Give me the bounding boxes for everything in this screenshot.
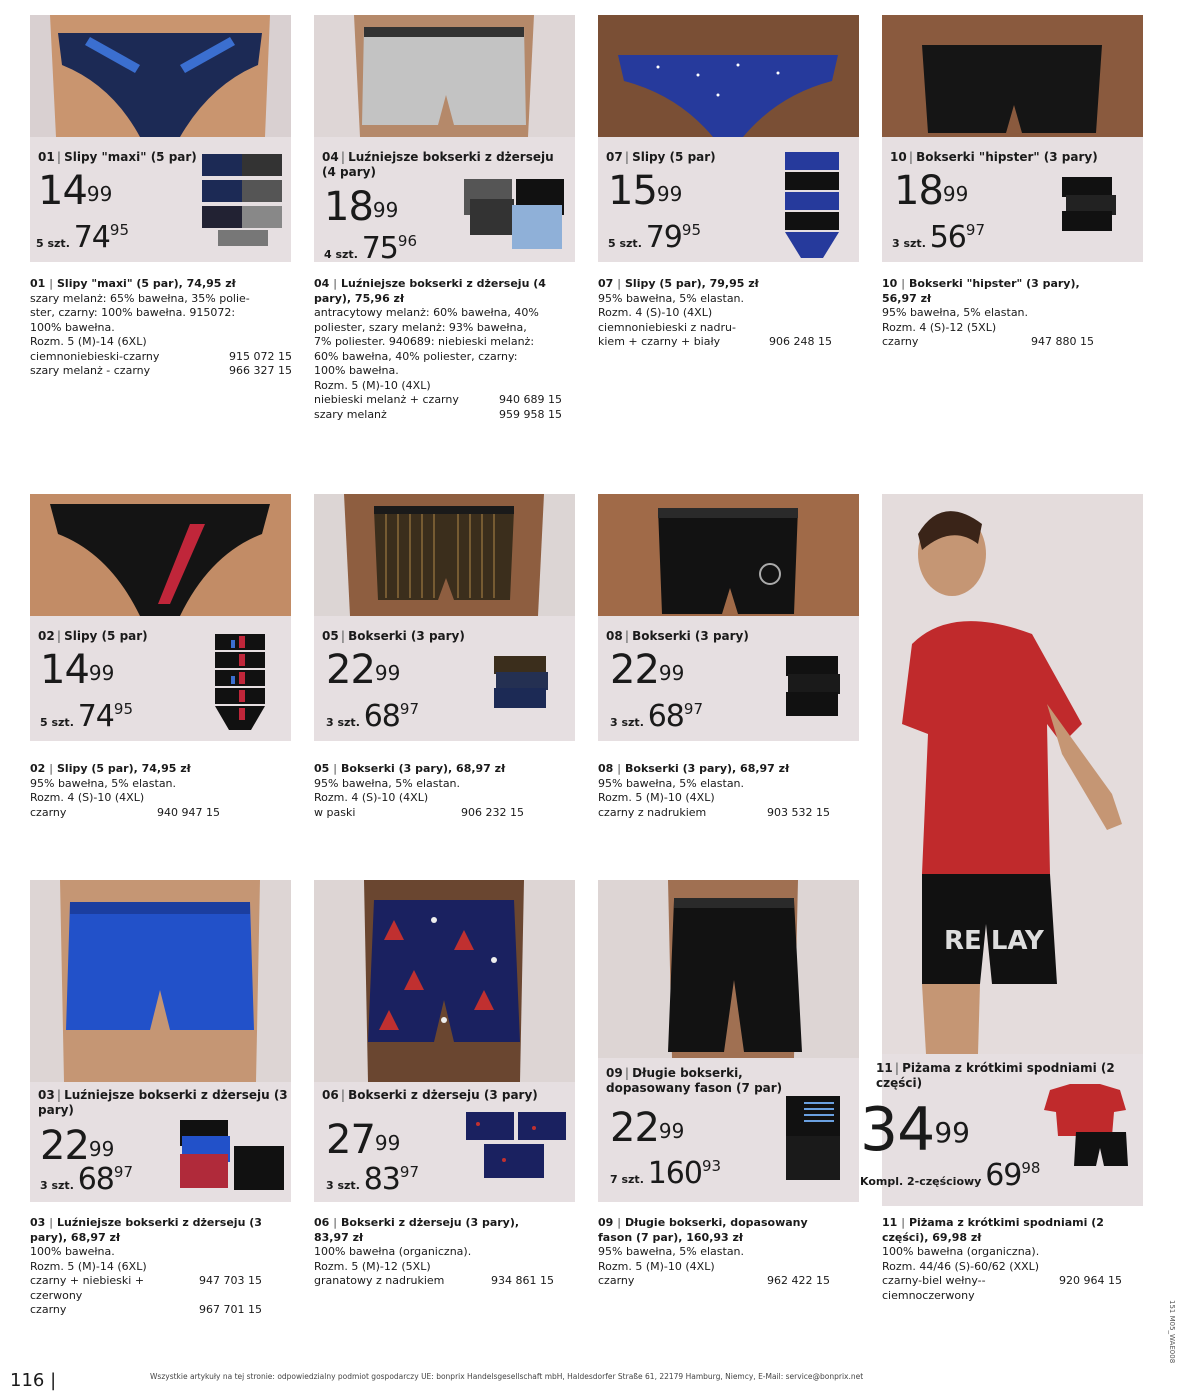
pack-thumbnail xyxy=(492,654,552,714)
product-title: 08 | Bokserki (3 pary) xyxy=(606,629,749,643)
pack-price: 3 szt. $83^{97}$ xyxy=(326,1162,419,1197)
product-photo xyxy=(314,15,575,137)
product-card-03[interactable] xyxy=(30,880,291,1202)
product-description: 07 | Slipy (5 par), 79,95 zł 95% bawełna, 5% elastan. Rozm. 4 (S)-10 (4XL) ciemnoniebieski z nadru- kiem + czarny + biały 906 248 15 xyxy=(598,277,832,348)
svg-text:RE LAY: RE LAY xyxy=(944,926,1044,956)
product-photo xyxy=(598,880,859,1058)
product-title: 09 | Długie bokserki, dopasowany fason (7 par) xyxy=(606,1066,783,1095)
product-description: 01 | Slipy "maxi" (5 par), 74,95 zł szary melanż: 65% bawełna, 35% polie- ster, czarny: 100% bawełna. 915072: 100% bawełna. Rozm. 5 (M)-14 (6XL) ciemnoniebieski-czarny 915 072 15 szary melanż - czarny 966 327 15 xyxy=(30,277,292,377)
product-card-05[interactable] xyxy=(314,494,575,741)
pack-thumbnail xyxy=(784,1094,844,1184)
unit-price: $22^{99}$ xyxy=(610,647,685,693)
unit-price: $22^{99}$ xyxy=(326,647,401,693)
product-card-07[interactable] xyxy=(598,15,859,262)
unit-price: $14^{99}$ xyxy=(38,168,113,214)
unit-price: $18^{99}$ xyxy=(894,168,969,214)
product-title: 01 | Slipy "maxi" (5 par) xyxy=(38,150,197,164)
product-title: 10 | Bokserki "hipster" (3 pary) xyxy=(890,150,1098,164)
product-photo xyxy=(30,494,291,616)
product-description: 04 | Luźniejsze bokserki z dżerseju (4 pary), 75,96 zł antracytowy melanż: 60% bawełna, 40% poliester, szary melanż: 93% bawełna, 7% poliester. 940689: niebieski melanż: 60% bawełna, 40% poliester, czarny: 100% bawełna. Rozm. 5 (M)-10 (4XL) niebieski melanż + czarny 940 689 15 szary melanż 959 958 15 xyxy=(314,277,562,421)
product-photo xyxy=(30,880,291,1082)
catalog-code: 151 M05_WAE008 xyxy=(1168,1300,1176,1364)
product-card-11[interactable] xyxy=(860,494,1143,1206)
pack-price: 3 szt. $68^{97}$ xyxy=(610,699,703,734)
product-title: 04 | Luźniejsze bokserki z dżerseju (4 pary) xyxy=(322,150,554,179)
unit-price: $27^{99}$ xyxy=(326,1117,401,1163)
product-title: 07 | Slipy (5 par) xyxy=(606,150,716,164)
pack-thumbnail xyxy=(1060,175,1120,235)
pack-price: 5 szt. $74^{95}$ xyxy=(36,220,129,255)
product-title: 05 | Bokserki (3 pary) xyxy=(322,629,465,643)
product-card-10[interactable] xyxy=(882,15,1143,262)
product-card-02[interactable] xyxy=(30,494,291,741)
product-title: 06 | Bokserki z dżerseju (3 pary) xyxy=(322,1088,538,1102)
pack-price: Kompl. 2-częściowy $69^{98}$ xyxy=(860,1158,1041,1193)
product-photo xyxy=(314,880,575,1082)
product-description: 03 | Luźniejsze bokserki z dżerseju (3 pary), 68,97 zł 100% bawełna. Rozm. 5 (M)-14 (6XL) czarny + niebieski + czerwony 947 703 15 czarny 967 701 15 xyxy=(30,1216,262,1316)
product-description: 10 | Bokserki "hipster" (3 pary), 56,97 zł 95% bawełna, 5% elastan. Rozm. 4 (S)-12 (5XL) czarny 947 880 15 xyxy=(882,277,1094,348)
pack-thumbnail xyxy=(464,1110,574,1182)
footer-legal: Wszystkie artykuły na tej stronie: odpowiedzialny podmiot gospodarczy UE: bonprix Handelsgesellschaft mbH, Haldesdorfer Straße 61, 22179 Hamburg, Niemcy, E-Mail: service@bonprix.net xyxy=(150,1372,864,1381)
product-card-01[interactable] xyxy=(30,15,291,262)
pack-price: 3 szt. $56^{97}$ xyxy=(892,220,985,255)
pack-thumbnail xyxy=(783,150,843,260)
product-photo xyxy=(598,494,859,616)
pack-thumbnail xyxy=(178,1116,288,1196)
product-card-06[interactable] xyxy=(314,880,575,1202)
pack-price: 3 szt. $68^{97}$ xyxy=(40,1162,133,1197)
product-description: 05 | Bokserki (3 pary), 68,97 zł 95% bawełna, 5% elastan. Rozm. 4 (S)-10 (4XL) w paski 906 232 15 xyxy=(314,762,524,819)
pack-price: 5 szt. $74^{95}$ xyxy=(40,699,133,734)
page-number: 116 | xyxy=(10,1370,57,1391)
unit-price: $18^{99}$ xyxy=(324,184,399,230)
product-description: 09 | Długie bokserki, dopasowany fason (7 par), 160,93 zł 95% bawełna, 5% elastan. Rozm. 5 (M)-10 (4XL) czarny 962 422 15 xyxy=(598,1216,830,1287)
product-card-09[interactable] xyxy=(598,880,859,1202)
product-description: 08 | Bokserki (3 pary), 68,97 zł 95% bawełna, 5% elastan. Rozm. 5 (M)-10 (4XL) czarny z nadrukiem 903 532 15 xyxy=(598,762,830,819)
pack-thumbnail xyxy=(462,175,572,255)
product-title: 11 | Piżama z krótkimi spodniami (2 części) xyxy=(876,1061,1115,1090)
product-photo xyxy=(882,15,1143,137)
pack-price: 5 szt. $79^{95}$ xyxy=(608,220,701,255)
product-description: 06 | Bokserki z dżerseju (3 pary), 83,97 zł 100% bawełna (organiczna). Rozm. 5 (M)-12 (5XL) granatowy z nadrukiem 934 861 15 xyxy=(314,1216,554,1287)
model-photo-pajama xyxy=(882,494,1143,1054)
pack-thumbnail xyxy=(198,150,286,250)
product-photo xyxy=(598,15,859,137)
product-title: 03 | Luźniejsze bokserki z dżerseju (3 pary) xyxy=(38,1088,288,1117)
product-photo xyxy=(314,494,575,616)
pack-thumbnail xyxy=(213,632,273,732)
unit-price: $34^{99}$ xyxy=(860,1095,970,1165)
unit-price: $14^{99}$ xyxy=(40,647,115,693)
pack-thumbnail xyxy=(1040,1080,1130,1170)
product-card-08[interactable] xyxy=(598,494,859,741)
unit-price: $22^{99}$ xyxy=(40,1123,115,1169)
product-card-04[interactable] xyxy=(314,15,575,266)
pack-price: 4 szt. $75^{96}$ xyxy=(324,231,417,266)
pack-price: 3 szt. $68^{97}$ xyxy=(326,699,419,734)
product-description: 11 | Piżama z krótkimi spodniami (2 części), 69,98 zł 100% bawełna (organiczna). Rozm. 44/46 (S)-60/62 (XXL) czarny-biel wełny--ciemnoczerwony 920 964 15 xyxy=(882,1216,1122,1302)
product-title: 02 | Slipy (5 par) xyxy=(38,629,148,643)
pack-price: 7 szt. $160^{93}$ xyxy=(610,1156,722,1191)
pack-thumbnail xyxy=(784,654,844,724)
unit-price: $22^{99}$ xyxy=(610,1105,685,1151)
unit-price: $15^{99}$ xyxy=(608,168,683,214)
product-photo xyxy=(30,15,291,137)
product-description: 02 | Slipy (5 par), 74,95 zł 95% bawełna, 5% elastan. Rozm. 4 (S)-10 (4XL) czarny 940 947 15 xyxy=(30,762,220,819)
